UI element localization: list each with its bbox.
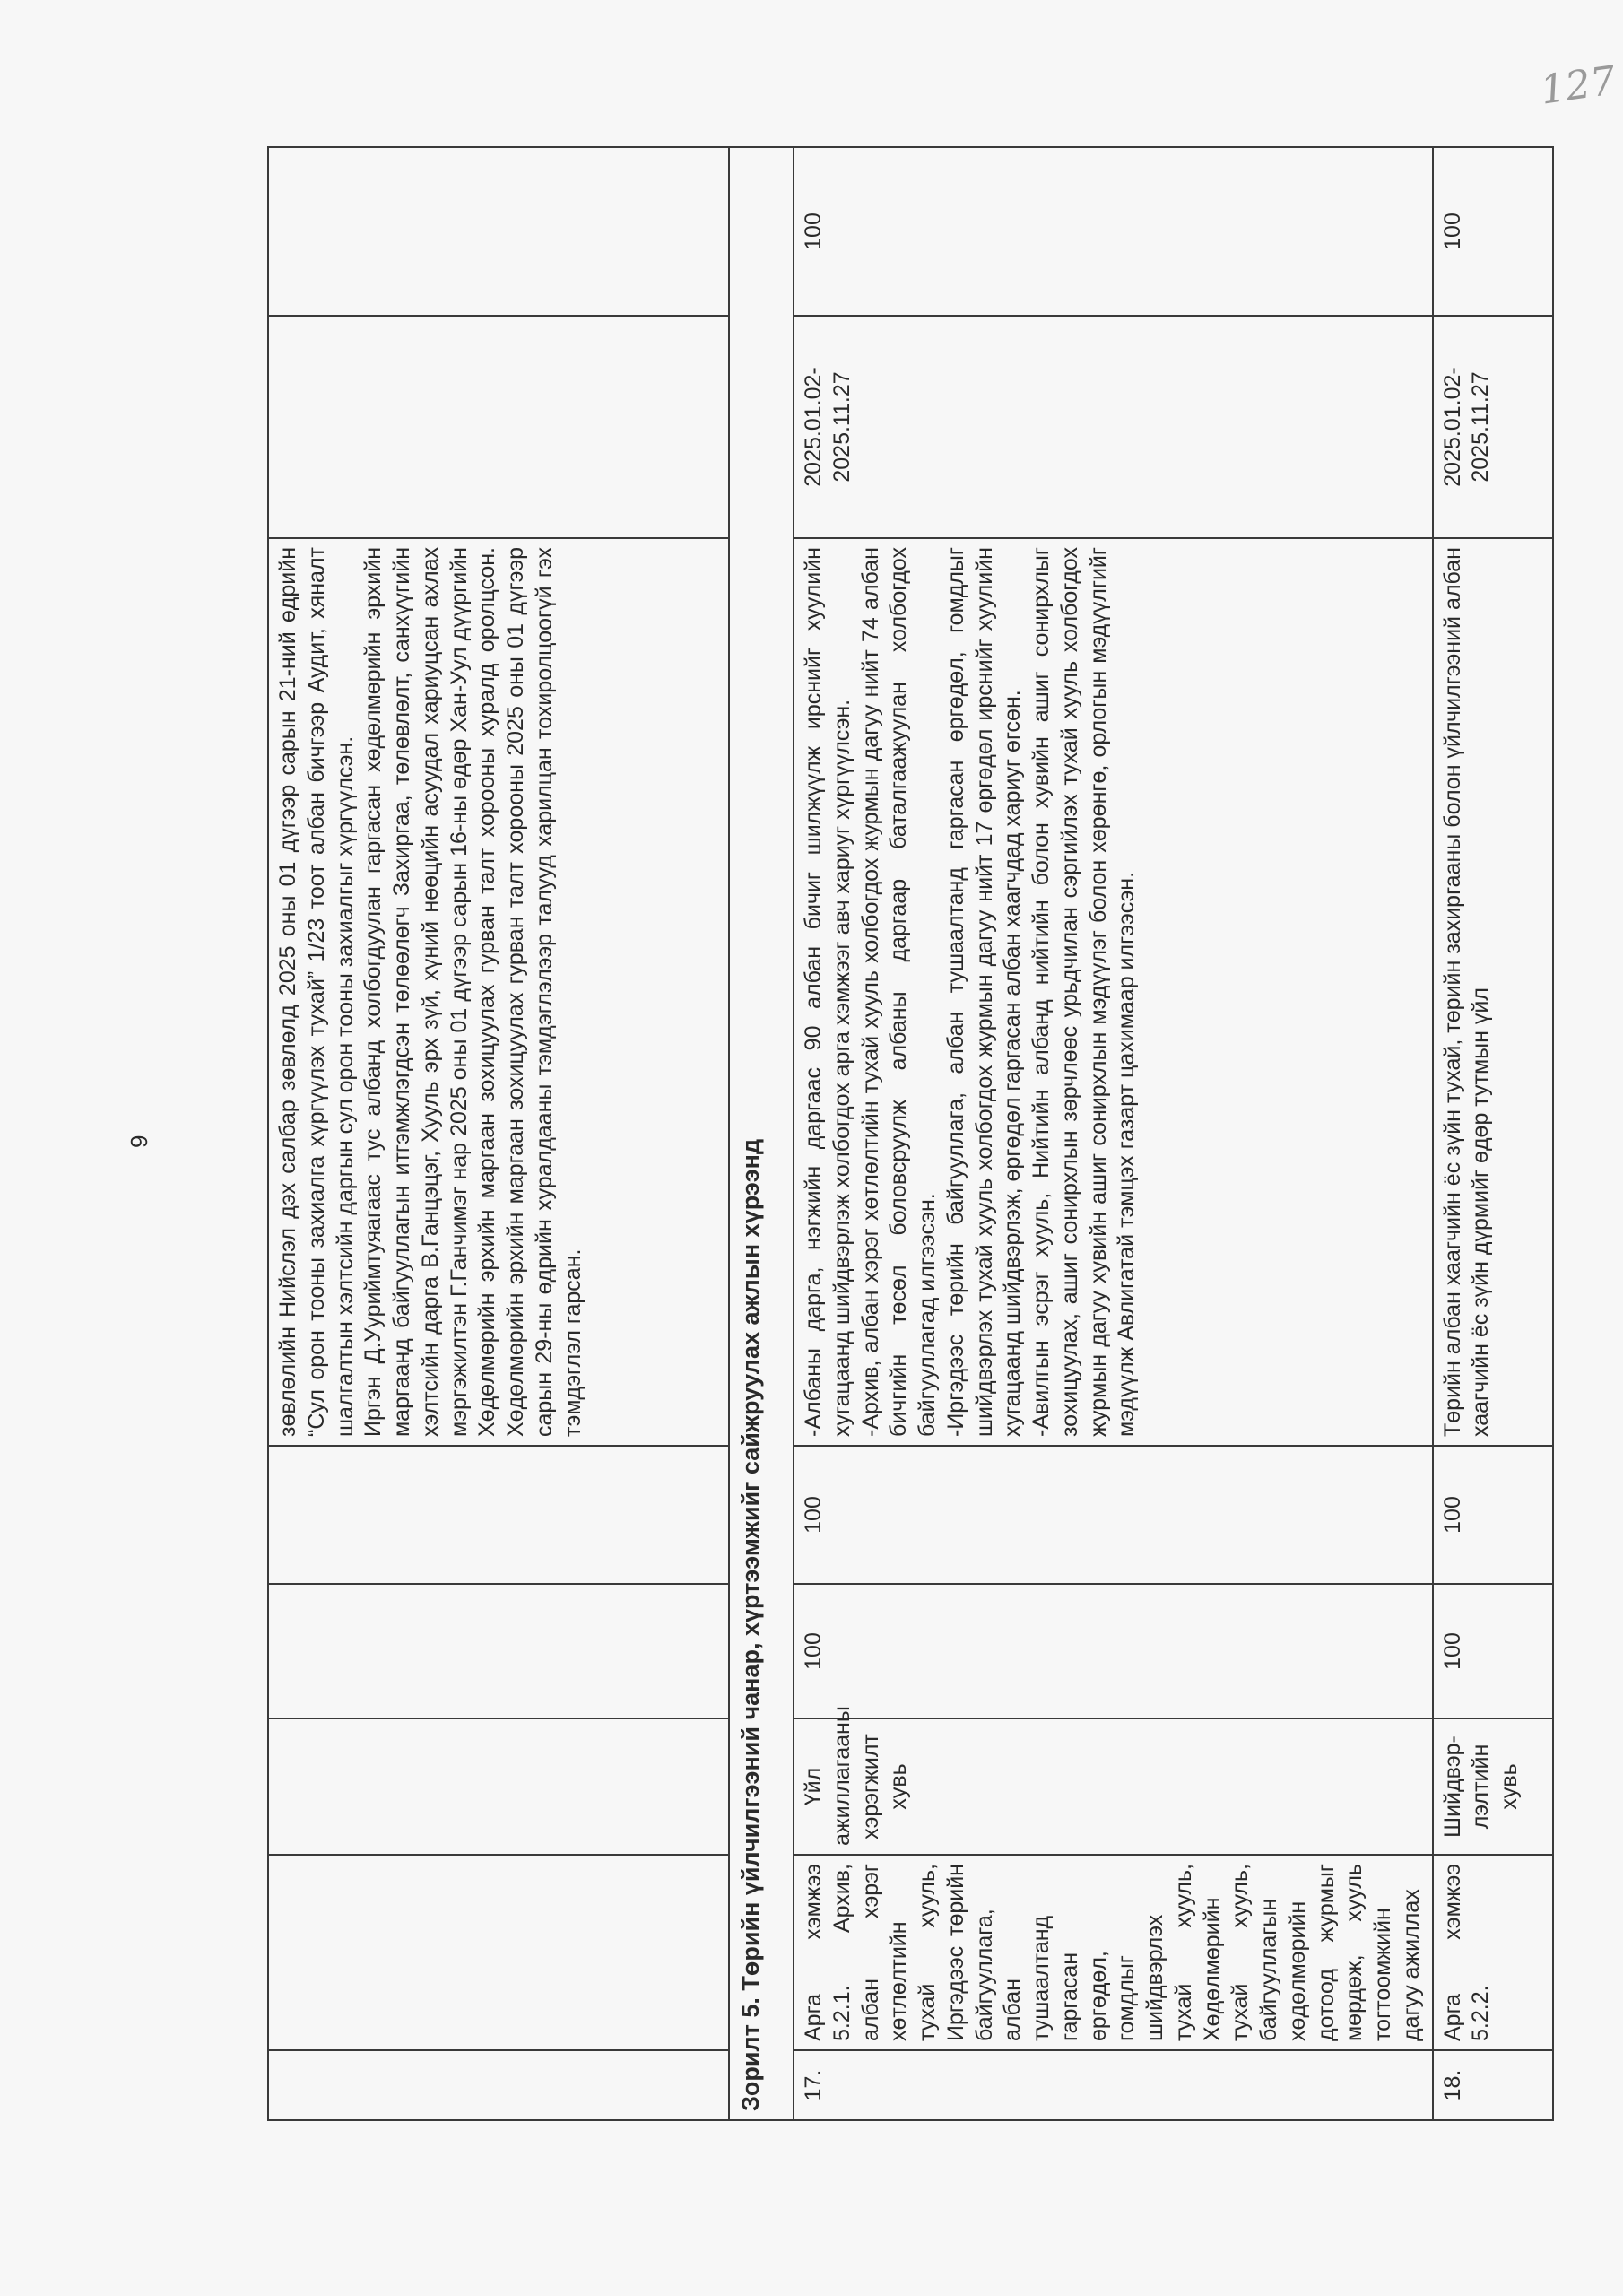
cell-empty: [268, 147, 729, 316]
target-cell: 100: [1433, 1446, 1553, 1584]
percent-cell: 100: [794, 147, 1433, 316]
action-plan-table: [267, 146, 1554, 2121]
table-row: [794, 147, 1433, 2120]
report-cell: [1433, 538, 1553, 1446]
rotated-table-wrapper: [267, 148, 1522, 2121]
handwritten-page-mark: 127: [1537, 57, 1619, 114]
percent-cell: 100: [1433, 147, 1553, 316]
dates-cell: 2025.01.02-2025.11.27: [794, 316, 1433, 538]
section-row: [729, 147, 794, 2120]
page-number: 9: [126, 1135, 152, 1148]
cell-empty: [268, 2050, 729, 2120]
continued-report-cell: [268, 538, 729, 1446]
row-number: 17.: [794, 2050, 1433, 2120]
activity-cell: Арга хэмжээ 5.2.1. Архив, албан хэрэг хөтлөлтийн тухай хууль, Иргэдээс төрийн байгууллага, албан тушаалтанд гаргасан өргөдөл, гомдлыг шийдвэрлэх тухай хууль, Хөдөлмөрийн тухай хууль, байгууллагын хөдөлмөрийн дотоод журмыг мөрдөж, хууль тогтоомжийн дагуу ажиллах: [794, 1855, 1433, 2050]
cell-empty: [268, 1446, 729, 1584]
dates-cell: 2025.01.02-2025.11.27: [1433, 316, 1553, 538]
table-row-continued: [268, 147, 729, 2120]
section-title: Зорилт 5. Төрийн үйлчилгээний чанар, хүртээмжийг сайжруулах ажлын хүрээнд: [729, 147, 794, 2120]
report-text: Төрийн албан хаагчийн ёс зүйн тухай, төрийн захиргааны болон үйлчилгээний албан хаагчийн ёс зүйн дүрмийг өдөр тутмын үйл: [1439, 547, 1494, 1437]
indicator-cell: Үйл ажиллагааны хэрэгжилт хувь: [794, 1718, 1433, 1855]
row-number: 18.: [1433, 2050, 1553, 2120]
cell-empty: [268, 1855, 729, 2050]
report-text: -Албаны дарга, нэгжийн даргаас 90 албан бичиг шилжүүлж ирснийг хуулийн хугацаанд шийдвэрлэж холбогдох арга хэмжээг авч хариуг хүргүүлсэн. -Архив, албан хэрэг хөтлөлтийн тухай хууль холбогдох журмын дагуу нийт 74 албан бичгийн төсөл боловсруулж албаны даргаар баталгаажуулан холбогдох байгууллагад илгээсэн. -Иргэдээс төрийн байгууллага, албан тушаалтанд гаргасан өргөдөл, гомдлыг шийдвэрлэх тухай хууль холбогдох журмын дагуу нийт 17 өргөдөл ирснийг хуулийн хугацаанд шийдвэрлэж, өргөдөл гаргасан албан хаагчдад хариуг өгсөн. -Авилгын эсрэг хууль, Нийтийн албанд нийтийн болон хувийн ашиг сонирхлыг зохицуулах, ашиг сонирхлын зөрчлөөс урьдчилан сэргийлэх тухай хууль холбогдох журмын дагуу хувийн ашиг сонирхлын мэдүүлэг болон хөрөнгө, орлогын мэдүүлгийг мэдүүлж Авлигатай тэмцэх газарт цахимаар илгээсэн.: [801, 547, 1140, 1437]
baseline-cell: 100: [794, 1584, 1433, 1718]
indicator-cell: Шийдвэр-лэлтийн хувь: [1433, 1718, 1553, 1855]
baseline-cell: 100: [1433, 1584, 1553, 1718]
cell-empty: [268, 316, 729, 538]
activity-cell: Арга хэмжээ 5.2.2.: [1433, 1855, 1553, 2050]
target-cell: 100: [794, 1446, 1433, 1584]
table-row: [1433, 147, 1553, 2120]
report-cell: [794, 538, 1433, 1446]
cell-empty: [268, 1718, 729, 1855]
continued-report-text: зөвлөлийн Нийслэл дэх салбар зөвлөлд 2025 оны 01 дүгээр сарын 21-ний өдрийн “Сул орон тооны захиалга хүргүүлэх тухай” 1/23 тоот албан бичгээр Аудит, хяналт шалгалтын хэлтсийн даргын сул орон тооны захиалгыг хүргүүлсэн. Иргэн Д.Ууриймтуяагаас тус албанд холбогдуулан гаргасан хөдөлмөрийн эрхийн маргаанд байгууллагын итгэмжлэгдсэн төлөөлөгч Захиргаа, төлөвлөлт, санхүүгийн хэлтсийн дарга В.Ганцэцэг, Хууль эрх зүй, хүний нөөцийн асуудал хариуцсан ахлах мэргэжилтэн Г.Ганчимэг нар 2025 оны 01 дүгээр сарын 16-ны өдөр Хан-Уул дүүргийн Хөдөлмөрийн эрхийн маргаан зохицуулах гурван талт хорооны хуралд оролцсон. Хөдөлмөрийн эрхийн маргаан зохицуулах гурван талт хорооны 2025 оны 01 дүгээр сарын 29-ны өдрийн хуралдааны тэмдэглэлээр талууд харилцан тохиролцоогүй гэх тэмдэглэл гарсан.: [275, 547, 586, 1437]
cell-empty: [268, 1584, 729, 1718]
